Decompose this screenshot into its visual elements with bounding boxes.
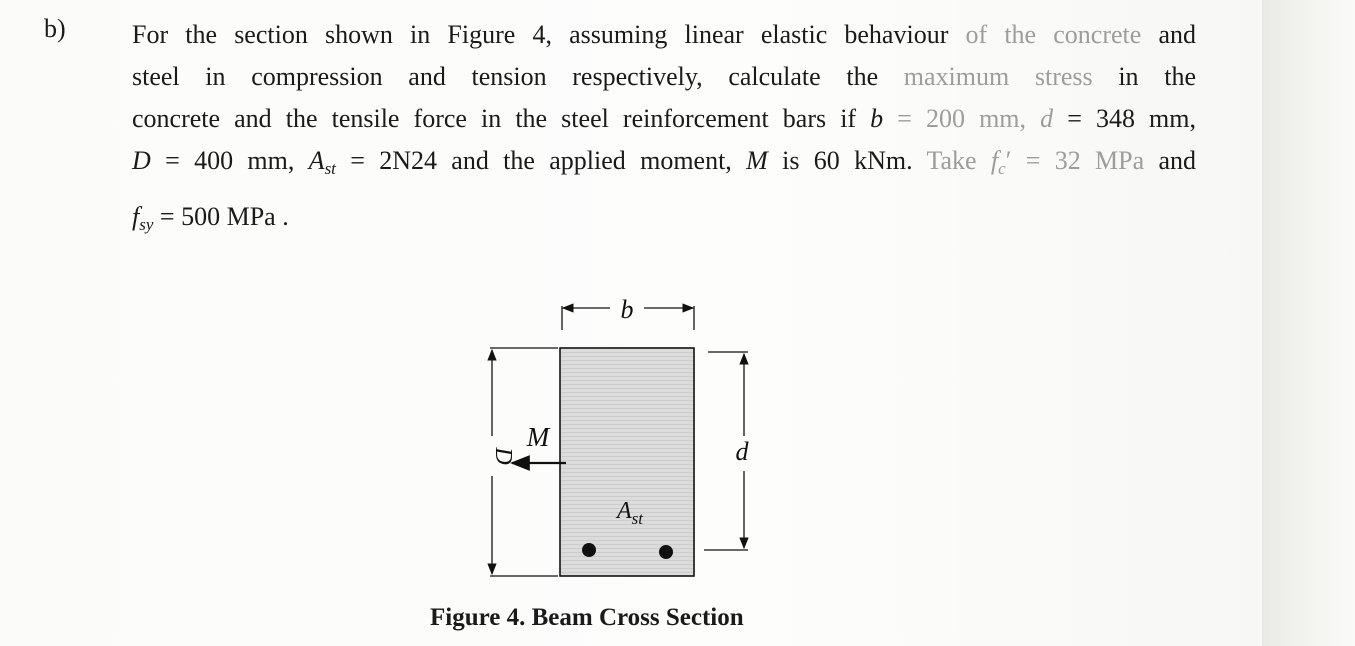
reinforcement-bar-right [659,545,673,559]
question-label: b) [44,14,66,43]
page-edge [1262,0,1355,646]
width-label-b: b [620,296,634,324]
text-line-5: $f_{sy} = 500$ MPa . [132,202,289,234]
concrete-section [560,348,694,576]
text-line-2: steel in compression and tension respectively, calculate the maximum stress in the [132,62,1196,91]
moment-label-M: M [526,422,550,452]
text-line-4: D = 400 mm, $A_{st} = 2N24$ and the applied moment, M is 60 kNm. Take $f_c' = 32$ MPa and [132,146,1196,178]
question-text [132,14,1196,246]
figure-caption: Figure 4. Beam Cross Section [430,604,744,631]
text-line-3: concrete and the tensile force in the steel reinforcement bars if b = 200 mm, d = 348 mm, [132,104,1196,133]
depth-label-d: d [735,437,749,466]
text-line-1: For the section shown in Figure 4, assuming linear elastic behaviour of the concrete and [132,20,1196,49]
depth-label-D: D [490,447,516,465]
beam-cross-section-figure [470,296,770,586]
reinforcement-bar-left [582,543,596,557]
steel-area-label: $A_{st}$ [617,498,644,528]
